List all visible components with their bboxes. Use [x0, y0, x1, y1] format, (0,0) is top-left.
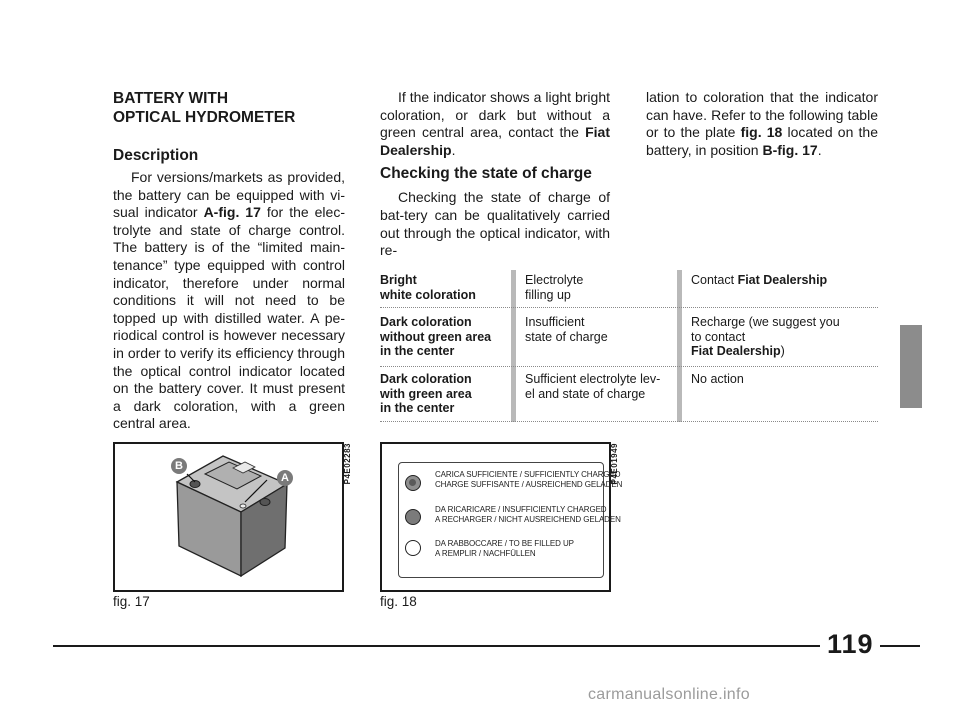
indicator-paragraph: If the indicator shows a light bright coloration, or dark but without a green central area, contact the Fiat Dealership.: [380, 89, 610, 158]
column-2: [380, 89, 610, 260]
callout-label-a: A: [277, 470, 293, 486]
reference-paragraph: lation to coloration that the indicator can have. Refer to the following table or to the plate fig. 18 located on the battery, in position B-fig. 17.: [646, 89, 878, 158]
figure-17-battery: [113, 442, 344, 592]
indicator-dark-circle: [405, 509, 421, 525]
footer-rule-left: [53, 645, 820, 647]
section-title: BATTERY WITH OPTICAL HYDROMETER: [113, 90, 296, 126]
watermark: carmanualsonline.info: [588, 686, 750, 703]
footer-rule-right: [880, 645, 920, 647]
column-3: [646, 89, 878, 159]
page-number: 119: [827, 629, 874, 659]
charge-indicator-plate: CARICA SUFFICIENTE / SUFFICIENTLY CHARGED CHARGE SUFFISANTE / AUSREICHEND GELADEN DA RICARICARE / INSUFFICIENTLY CHARGED A RECHARGER / NICHT AUSREICHEND GELADEN DA RABBOCCARE / TO BE FILLED UP A REMPLIR / NACHFÜLLEN: [398, 462, 604, 578]
figure-18-caption: fig. 18: [380, 594, 417, 609]
indicator-green-circle: [405, 475, 421, 491]
table-row: Dark coloration without green area in the center Insufficient state of charge Recharge (we suggest you to contact Fiat Dealership): [380, 315, 878, 367]
subheading-description: Description: [113, 147, 199, 164]
table-row: Dark coloration with green area in the center Sufficient electrolyte lev- el and state of charge No action: [380, 372, 878, 422]
figure-18-code: P4E01949: [610, 443, 619, 485]
column-1: [113, 89, 345, 433]
callout-label-b: B: [171, 458, 187, 474]
section-thumb-tab: [900, 325, 922, 408]
checking-paragraph: Checking the state of charge of bat-tery can be qualitatively carried out through the optical indicator, with re-: [380, 189, 610, 259]
indicator-white-circle: [405, 540, 421, 556]
battery-illustration: [115, 444, 342, 590]
subheading-checking: Checking the state of charge: [380, 165, 592, 183]
description-paragraph: For versions/markets as provided, the battery can be equipped with vi-sual indicator A-fig. 17 for the elec-trolyte and state of charge control. The battery is of the “limited main-tenance” type equipped with control indicator, therefore under normal conditions it will not need to be topped up with distilled water. A pe-riodical control is however necessary in order to verify its efficiency through the optical control indicator located on the battery cover. It must present a dark coloration, with a green central area.: [113, 169, 345, 432]
table-row: Bright white coloration Electrolyte filling up Contact Fiat Dealership: [380, 273, 878, 308]
figure-17-caption: fig. 17: [113, 594, 150, 609]
figure-17-code: P4E02283: [343, 443, 352, 485]
